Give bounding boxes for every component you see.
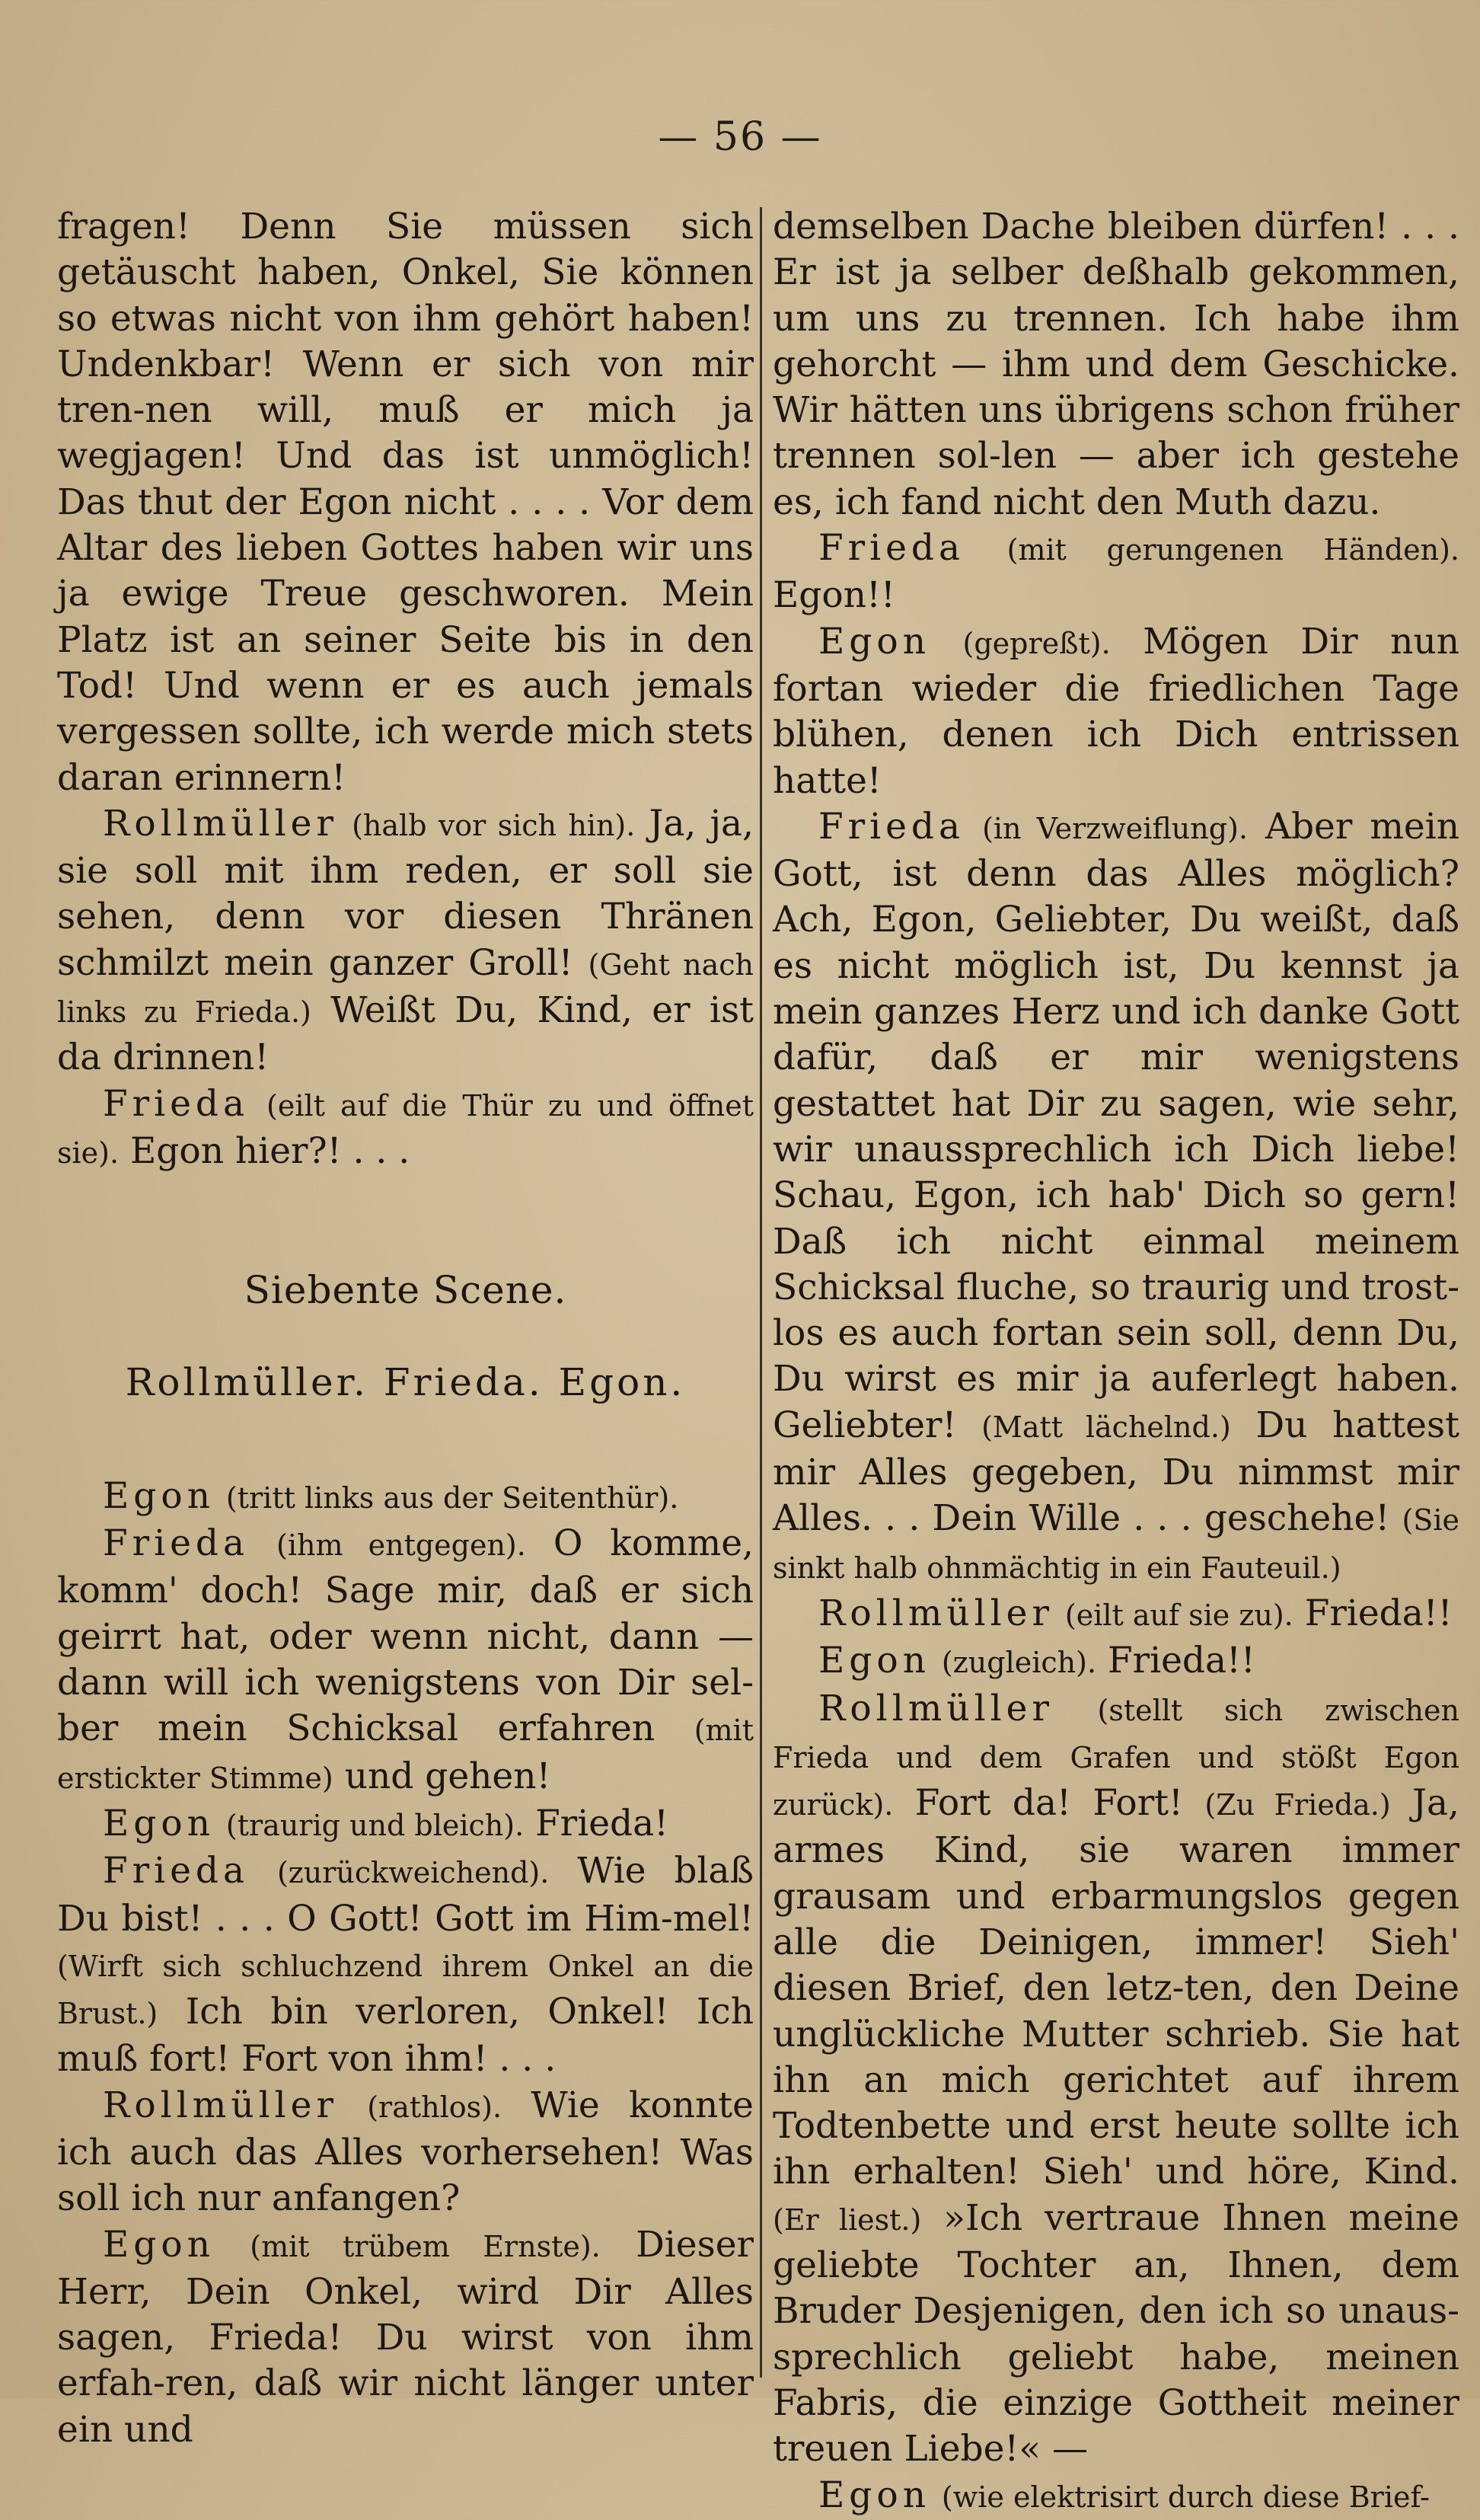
dialogue-text: Ja, ja, sie soll mit ihm reden, er soll sie sehen, denn vor diesen Thränen schmilzt mein ganzer Groll! — [57, 802, 754, 984]
dialogue-line — [773, 804, 1459, 1591]
dialogue-line — [773, 2473, 1459, 2520]
dialogue-line — [57, 2222, 754, 2453]
dialogue-text: Weißt Du, Kind, er ist da drinnen! — [57, 989, 754, 1079]
dialogue-line — [773, 619, 1459, 804]
speaker-name: Egon — [103, 1474, 215, 1517]
stage-direction: (mit trübem Ernste). — [250, 2229, 601, 2263]
left-column — [57, 204, 754, 2453]
stage-direction: (mit erstickter Stimme) — [57, 1714, 754, 1795]
dialogue-text: Aber mein Gott, ist denn das Alles möglich? Ach, Egon, Geliebter, Du weißt, daß es nicht möglich ist, Du kennst ja mein ganzes Herz und ich danke Gott dafür, daß er mir wenigstens gestattet hat Dir zu sagen, wie sehr, wir unaussprechlich ich Dich liebe! Schau, Egon, ich hab' Dich so gern! Daß ich nicht einmal meinem Schicksal fluche, so traurig und trost-los es auch fortan sein soll, denn Du, Du wirst es mir ja auferlegt haben. Geliebter! — [773, 805, 1459, 1446]
dialogue-text: »Ich vertraue Ihnen meine geliebte Tochter an, Ihnen, dem Bruder Desjenigen, den ich so unaus-sprechlich geliebt habe, meinen Fabris, die einzige Gottheit meiner treuen Liebe!« — — [773, 2196, 1459, 2470]
speaker-name: Egon — [818, 1640, 930, 1682]
stage-direction: (mit gerungenen Händen). — [1006, 533, 1459, 567]
stage-direction: (rathlos). — [367, 2090, 502, 2124]
stage-direction: (wie elektrisirt durch diese Brief- — [941, 2480, 1431, 2514]
dialogue-text: Wie konnte ich auch das Alles vorhersehen! Was soll ich nur anfangen? — [57, 2084, 754, 2220]
stage-direction: (Sie sinkt halb ohnmächtig in ein Fauteuil.) — [773, 1503, 1459, 1585]
stage-direction: (eilt auf sie zu). — [1064, 1598, 1293, 1632]
dialogue-line — [773, 525, 1459, 619]
stage-direction: (Geht nach links zu Frieda.) — [57, 947, 754, 1030]
speaker-name: Frieda — [103, 1082, 250, 1125]
speaker-name: Egon — [103, 1802, 215, 1844]
dialogue-text: Egon hier?! . . . — [130, 1129, 410, 1172]
speaker-name: Rollmüller — [103, 2084, 338, 2126]
scene-cast: Rollmüller. Frieda. Egon. — [125, 1359, 686, 1404]
dialogue-line — [57, 1848, 754, 2082]
stage-direction: (Wirft sich schluchzend ihrem Onkel an die Brust.) — [57, 1949, 754, 2031]
stage-direction: (traurig und bleich). — [225, 1808, 525, 1842]
speaker-name: Frieda — [103, 1850, 250, 1892]
dialogue-text: Fort da! Fort! — [914, 1782, 1183, 1825]
speaker-name: Rollmüller — [103, 802, 338, 845]
dialogue-text: und gehen! — [344, 1755, 551, 1797]
stage-direction: (gepreßt). — [962, 626, 1111, 660]
speaker-name: Egon — [103, 2223, 215, 2266]
paragraph — [773, 204, 1459, 525]
dialogue-line — [773, 1686, 1459, 2473]
dialogue-text: Frieda!! — [1107, 1640, 1255, 1682]
dialogue-text: Egon!! — [773, 574, 895, 617]
column-divider — [760, 207, 762, 2378]
dialogue-line — [57, 1081, 754, 1177]
dialogue-line — [57, 1474, 754, 1521]
paragraph-text: demselben Dache bleiben dürfen! . . . Er ist ja selber deßhalb gekommen, um uns zu trennen. Ich habe ihm gehorcht — ihm und dem Geschicke. Wir hätten uns übrigens schon früher trennen sol-len — aber ich gestehe es, ich fand nicht den Muth dazu. — [773, 206, 1459, 523]
dialogue-text: Dieser Herr, Dein Onkel, wird Dir Alles sagen, Frieda! Du wirst von ihm erfah-ren, daß wir nicht länger unter ein und — [57, 2223, 754, 2451]
dialogue-text: Frieda!! — [1304, 1592, 1453, 1634]
dialogue-text: Du hattest mir Alles gegeben, Du nimmst mir Alles. . . Dein Wille . . . geschehe! — [773, 1404, 1459, 1540]
stage-direction: (Er liest.) — [773, 2202, 922, 2237]
dialogue-line — [57, 1801, 754, 1848]
speaker-name: Frieda — [818, 527, 965, 570]
dialogue-text: Ich bin verloren, Onkel! Ich muß fort! Fort von ihm! . . . — [57, 1991, 754, 2081]
stage-direction: (zurückweichend). — [276, 1856, 550, 1890]
paragraph — [57, 204, 754, 801]
speaker-name: Frieda — [103, 1522, 250, 1565]
right-column — [773, 204, 1459, 2520]
dialogue-line — [57, 1521, 754, 1801]
dialogue-line — [773, 1591, 1459, 1638]
scene-heading: Siebente Scene. — [244, 1268, 567, 1313]
dialogue-text: O komme, komm' doch! Sage mir, daß er sich geirrt hat, oder wenn nicht, dann — dann will ich wenigstens von Dir sel-ber mein Schicksal erfahren — [57, 1522, 754, 1750]
paragraph-text: fragen! Denn Sie müssen sich getäuscht haben, Onkel, Sie können so etwas nicht von ihm gehört haben! Undenkbar! Wenn er sich von mir tren-nen will, muß er mich ja wegjagen! Und das ist unmöglich! Das thut der Egon nicht . . . . Vor dem Altar des lieben Gottes haben wir uns ja ewige Treue geschworen. Mein Platz ist an seiner Seite bis in den Tod! Und wenn er es auch jemals vergessen sollte, ich werde mich stets daran erinnern! — [57, 206, 754, 799]
speaker-name: Egon — [818, 620, 930, 663]
stage-direction: (ihm entgegen). — [276, 1528, 526, 1563]
dialogue-line — [57, 2083, 754, 2222]
dialogue-line — [773, 1638, 1459, 1685]
stage-direction: (eilt auf die Thür zu und öffnet sie). — [57, 1088, 754, 1170]
stage-direction: (halb vor sich hin). — [352, 808, 636, 842]
dialogue-text: Frieda! — [535, 1802, 669, 1844]
dialogue-text: Mögen Dir nun fortan wieder die friedlichen Tage blühen, denen ich Dich entrissen hatte! — [773, 620, 1459, 802]
stage-direction: (tritt links aus der Seitenthür). — [225, 1480, 679, 1515]
page-number: — 56 — — [658, 114, 822, 160]
speaker-name: Rollmüller — [818, 1592, 1054, 1634]
dialogue-text: Ja, armes Kind, sie waren immer grausam und erbarmungslos gegen alle die Deinigen, immer! Sieh' diesen Brief, den letz-ten, den Deine unglückliche Mutter schrieb. Sie hat ihn an mich gerichtet auf ihrem Todtenbette und erst heute sollte ich ihn erhalten! Sieh' und höre, Kind. — [773, 1782, 1459, 2193]
speaker-name: Rollmüller — [818, 1687, 1054, 1730]
stage-direction: (zugleich). — [941, 1646, 1097, 1680]
stage-direction: (stellt sich zwischen Frieda und dem Grafen und stößt Egon zurück). — [773, 1693, 1459, 1822]
speaker-name: Frieda — [818, 805, 965, 848]
dialogue-text: Wie blaß Du bist! . . . O Gott! Gott im Him-mel! — [57, 1850, 754, 1940]
speaker-name: Egon — [818, 2474, 930, 2516]
stage-direction: (Zu Frieda.) — [1204, 1788, 1391, 1822]
dialogue-line — [57, 801, 754, 1081]
stage-direction: (Matt lächelnd.) — [981, 1410, 1231, 1444]
stage-direction: (in Verzweiflung). — [982, 811, 1248, 845]
